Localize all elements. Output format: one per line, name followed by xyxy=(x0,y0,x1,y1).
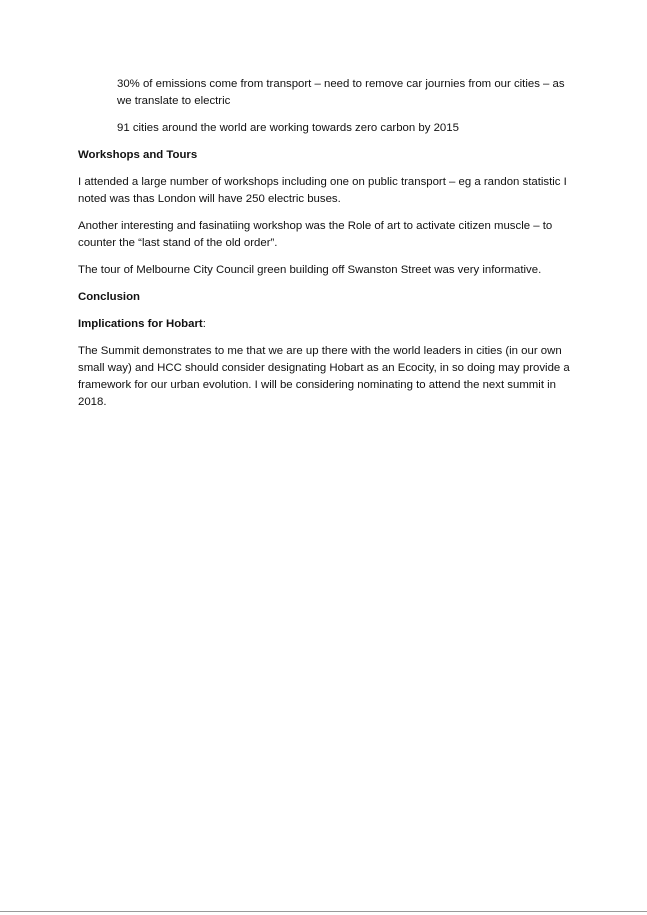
transport-emissions-point: 30% of emissions come from transport – need to remove car journies from our cities – as we translate to electric xyxy=(117,78,565,107)
implications-heading: Implications for Hobart xyxy=(78,318,203,330)
page-bottom-edge xyxy=(0,911,647,912)
implications-heading-line xyxy=(78,316,578,333)
workshops-heading: Workshops and Tours xyxy=(78,149,198,161)
implications-colon: : xyxy=(202,318,206,330)
workshops-paragraph-public-transport: I attended a large number of workshops including one on public transport – eg a randon statistic I noted was thas London will have 250 electric buses. xyxy=(78,176,567,205)
implications-paragraph: The Summit demonstrates to me that we are up there with the world leaders in cities (in our own small way) and HCC should consider designating Hobart as an Ecocity, in so doing may provide a framework for our urban evolution. I will be considering nominating to attend the next summit in 2018. xyxy=(78,345,570,408)
workshops-paragraph-role-of-art: Another interesting and fasinatiing workshop was the Role of art to activate citizen muscle – to counter the “last stand of the old order”. xyxy=(78,220,553,249)
document-body xyxy=(78,76,578,421)
conclusion-heading: Conclusion xyxy=(78,291,141,303)
zero-carbon-cities-point: 91 cities around the world are working towards zero carbon by 2015 xyxy=(117,122,459,134)
tour-paragraph: The tour of Melbourne City Council green building off Swanston Street was very informative. xyxy=(78,264,542,276)
